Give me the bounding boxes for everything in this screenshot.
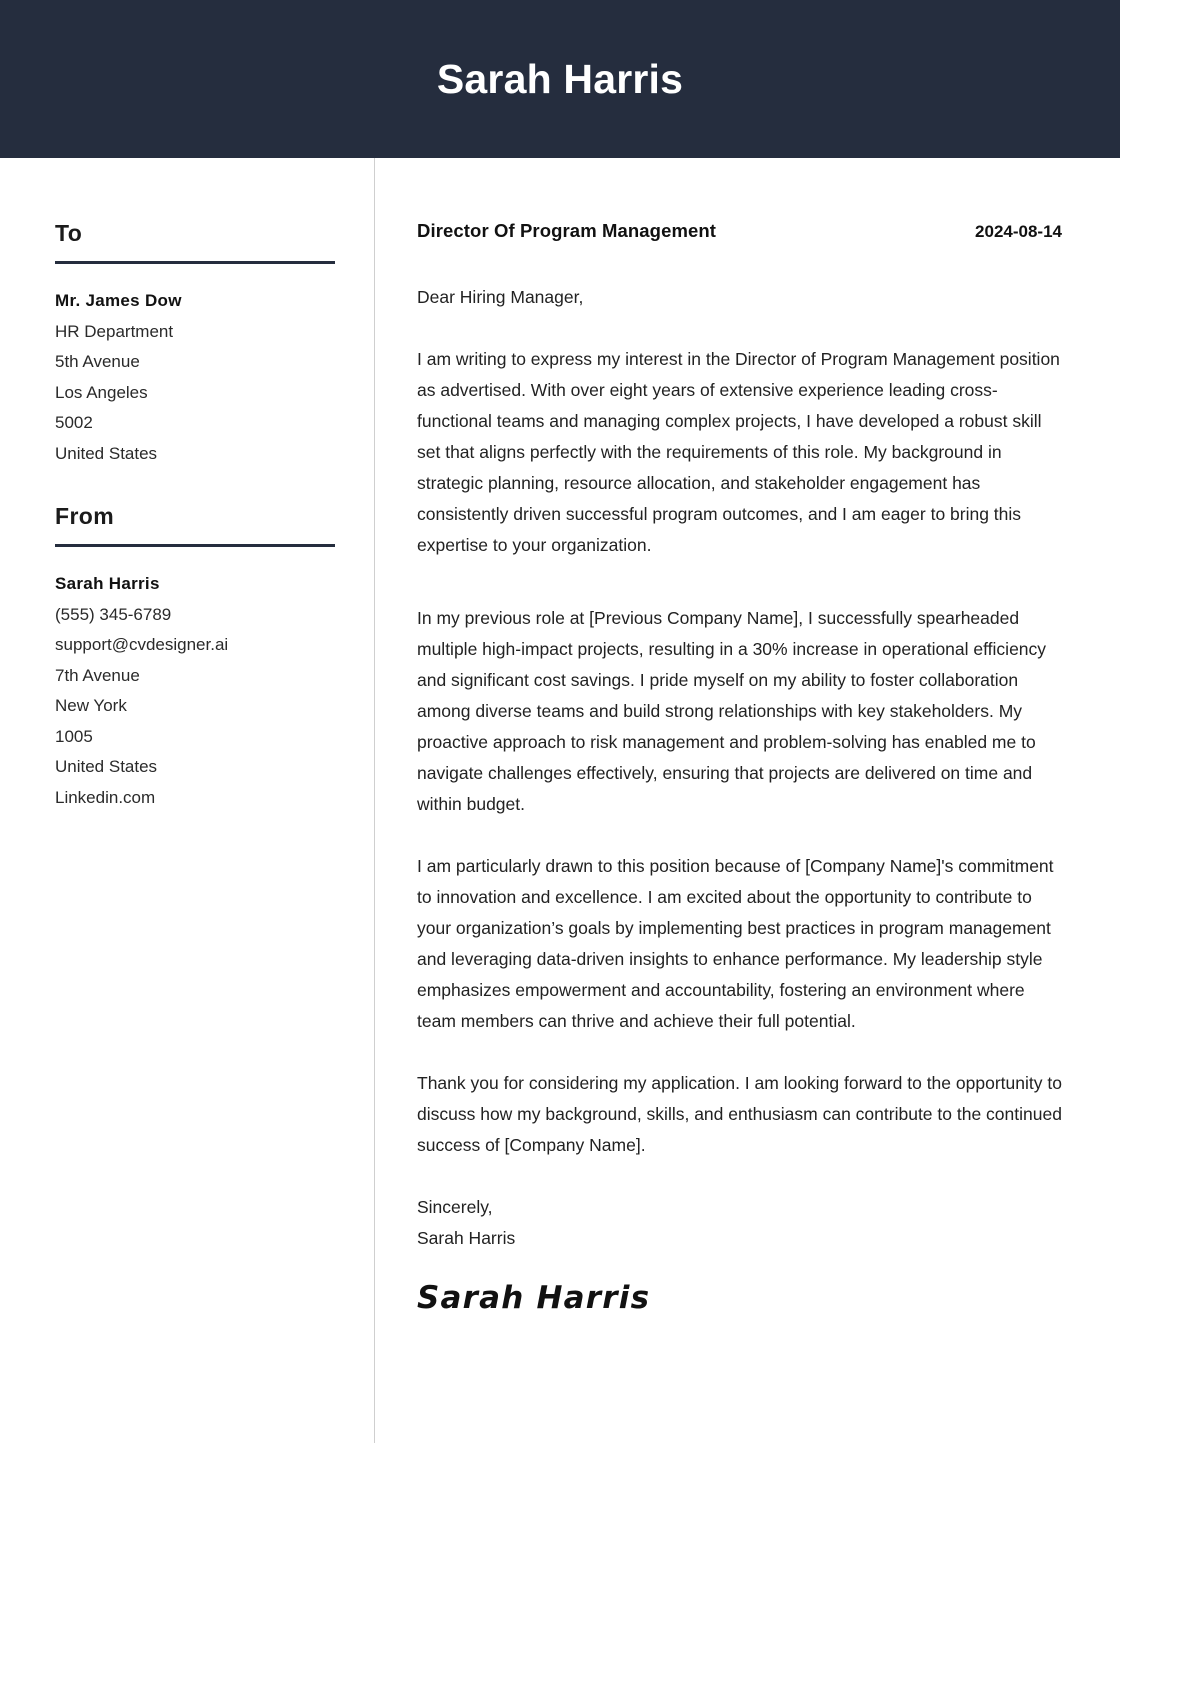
from-block	[55, 503, 334, 813]
to-heading: To	[55, 220, 83, 246]
job-title: Director Of Program Management	[417, 220, 717, 241]
from-phone: (555) 345-6789	[55, 604, 172, 624]
sidebar	[0, 158, 375, 1443]
header-band	[0, 0, 1120, 158]
letter-body-wrapper	[0, 158, 1120, 1443]
from-linkedin: Linkedin.com	[55, 787, 156, 807]
body-paragraph-4: Thank you for considering my application. I am looking forward to the opportunity to discuss how my background, skills, and enthusiasm can contribute to the continued success of [Company Name].	[417, 1073, 1062, 1155]
letter-date: 2024-08-14	[975, 222, 1062, 241]
from-sender-name: Sarah Harris	[55, 574, 160, 593]
to-block	[55, 220, 334, 469]
from-heading: From	[55, 503, 115, 529]
from-divider	[55, 544, 335, 547]
from-street: 7th Avenue	[55, 665, 140, 685]
to-street: 5th Avenue	[55, 352, 140, 371]
body-paragraph-1: I am writing to express my interest in the Director of Program Management position as advertised. With over eight years of extensive experience leading cross-functional teams and managing complex projects, I have developed a robust skill set that aligns perfectly with the requirements of this role. My background in strategic planning, resource allocation, and stakeholder engagement has consistently driven successful program outcomes, and I am eager to bring this expertise to your organization.	[417, 349, 1060, 555]
from-email: support@cvdesigner.ai	[55, 635, 229, 654]
to-recipient-name: Mr. James Dow	[55, 291, 182, 310]
to-divider	[55, 261, 335, 264]
from-postal-code: 1005	[55, 726, 93, 746]
letter-header-row	[417, 220, 1062, 242]
body-paragraph-3: I am particularly drawn to this position because of [Company Name]'s commitment to innovation and excellence. I am excited about the opportunity to contribute to your organization’s goals by implementing best practices in program management and leveraging data-driven insights to enhance performance. My leadership style emphasizes empowerment and accountability, fostering an environment where team members can thrive and achieve their full potential.	[417, 856, 1054, 1031]
to-postal-code: 5002	[55, 413, 93, 432]
sidebar-spacer	[55, 469, 334, 503]
applicant-name-header: Sarah Harris	[436, 55, 684, 102]
salutation: Dear Hiring Manager,	[417, 287, 584, 307]
from-country: United States	[55, 757, 158, 776]
closing-salutation: Sincerely,	[417, 1197, 493, 1217]
signature: Sarah Harris	[417, 1280, 651, 1316]
from-city: New York	[55, 696, 127, 715]
closing-name: Sarah Harris	[417, 1228, 516, 1248]
to-department: HR Department	[55, 321, 174, 341]
letter-main-column	[375, 158, 1120, 1443]
body-paragraph-2: In my previous role at [Previous Company Name], I successfully spearheaded multiple high-impact projects, resulting in a 30% increase in operational efficiency and significant cost savings. I pride myself on my ability to foster collaboration among diverse teams and build strong relationships with key stakeholders. My proactive approach to risk management and problem-solving has enabled me to navigate challenges effectively, ensuring that projects are delivered on time and within budget.	[417, 608, 1047, 814]
to-country: United States	[55, 443, 158, 463]
to-city: Los Angeles	[55, 382, 148, 402]
